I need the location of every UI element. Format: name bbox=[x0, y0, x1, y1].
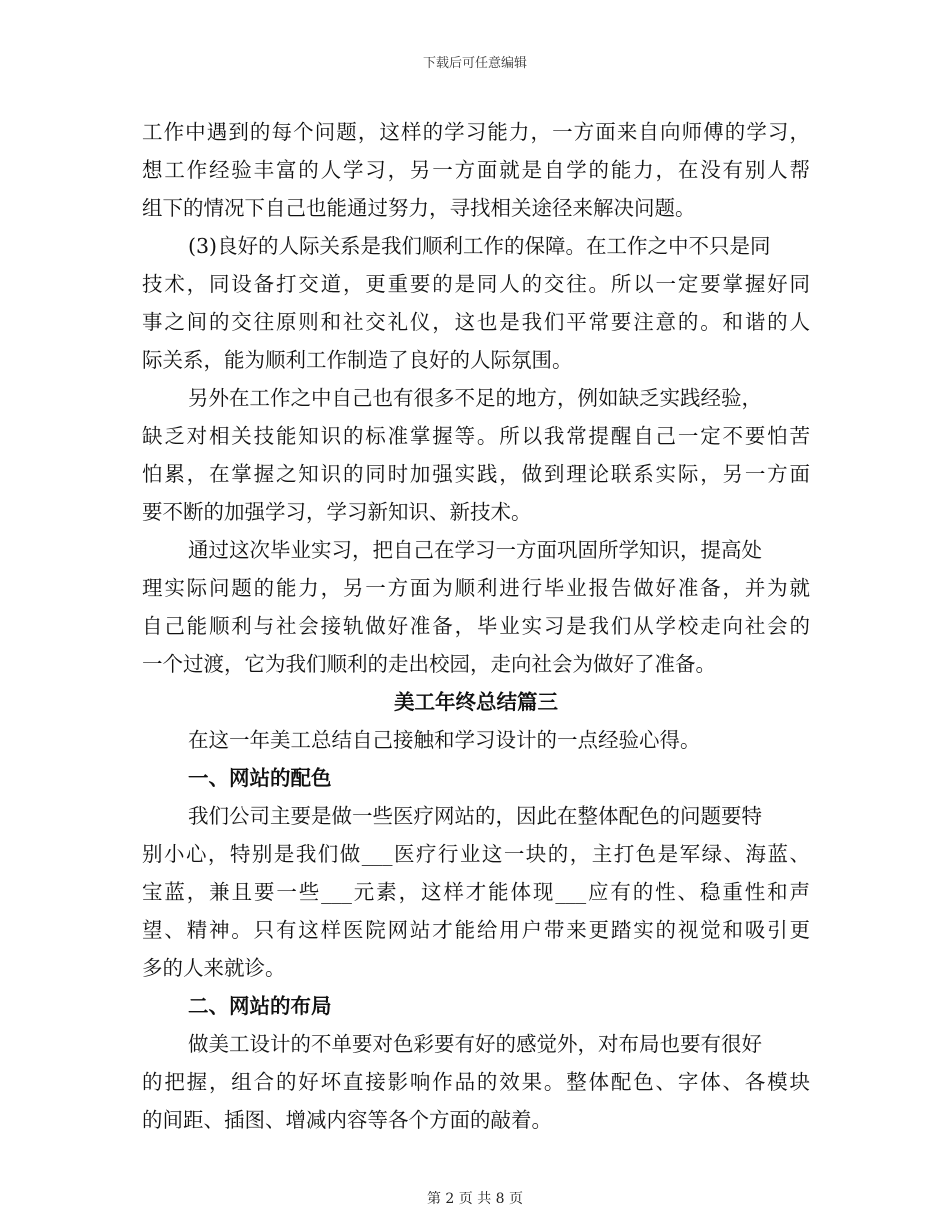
text-line: 自己能顺利与社会接轨做好准备，毕业实习是我们从学校走向社会的 bbox=[142, 614, 810, 638]
paragraph-first-line: (3)良好的人际关系是我们顺利工作的保障。在工作之中不只是同 bbox=[188, 234, 771, 258]
text-line: 技术，同设备打交道，更重要的是同人的交往。所以一定要掌握好同 bbox=[142, 272, 810, 296]
text-line: 的把握，组合的好坏直接影响作品的效果。整体配色、字体、各模块 bbox=[142, 1070, 810, 1094]
text-line: 工作中遇到的每个问题，这样的学习能力，一方面来自向师傅的学习， bbox=[142, 120, 810, 144]
paragraph-first-line: 做美工设计的不单要对色彩要有好的感觉外，对布局也要有很好 bbox=[188, 1032, 762, 1056]
text-line: 别小心，特别是我们做___医疗行业这一块的，主打色是军绿、海蓝、 bbox=[142, 842, 810, 866]
text-line: 事之间的交往原则和社交礼仪，这也是我们平常要注意的。和谐的人 bbox=[142, 310, 810, 334]
page-header: 下载后可任意编辑 bbox=[422, 56, 527, 71]
text-line: 际关系，能为顺利工作制造了良好的人际氛围。 bbox=[142, 348, 573, 372]
sub-heading: 一、网站的配色 bbox=[188, 766, 332, 790]
paragraph-first-line: 在这一年美工总结自己接触和学习设计的一点经验心得。 bbox=[188, 728, 701, 752]
page-footer: 第 2 页 共 8 页 bbox=[426, 1191, 524, 1207]
text-line: 理实际问题的能力，另一方面为顺利进行毕业报告做好准备，并为就 bbox=[142, 576, 810, 600]
document-body bbox=[142, 113, 810, 1139]
section-heading: 美工年终总结篇三 bbox=[394, 690, 558, 714]
text-line: 缺乏对相关技能知识的标准掌握等。所以我常提醒自己一定不要怕苦 bbox=[142, 424, 810, 448]
paragraph-first-line: 另外在工作之中自己也有很多不足的地方，例如缺乏实践经验， bbox=[188, 386, 762, 410]
text-line: 望、精神。只有这样医院网站才能给用户带来更踏实的视觉和吸引更 bbox=[142, 918, 810, 942]
text-line: 多的人来就诊。 bbox=[142, 956, 286, 980]
paragraph-first-line: 通过这次毕业实习，把自己在学习一方面巩固所学知识，提高处 bbox=[188, 538, 762, 562]
text-line: 要不断的加强学习，学习新知识、新技术。 bbox=[142, 500, 532, 524]
text-line: 一个过渡，它为我们顺利的走出校园，走向社会为做好了准备。 bbox=[142, 652, 716, 676]
paragraph-first-line: 我们公司主要是做一些医疗网站的，因此在整体配色的问题要特 bbox=[188, 804, 762, 828]
text-line: 想工作经验丰富的人学习，另一方面就是自学的能力，在没有别人帮 bbox=[142, 158, 810, 182]
text-line: 宝蓝，兼且要一些___元素，这样才能体现___应有的性、稳重性和声 bbox=[142, 880, 810, 904]
sub-heading: 二、网站的布局 bbox=[188, 994, 332, 1018]
text-line: 的间距、插图、增减内容等各个方面的敲着。 bbox=[142, 1108, 552, 1132]
text-line: 怕累，在掌握之知识的同时加强实践，做到理论联系实际，另一方面 bbox=[142, 462, 810, 486]
text-line: 组下的情况下自己也能通过努力，寻找相关途径来解决问题。 bbox=[142, 196, 696, 220]
